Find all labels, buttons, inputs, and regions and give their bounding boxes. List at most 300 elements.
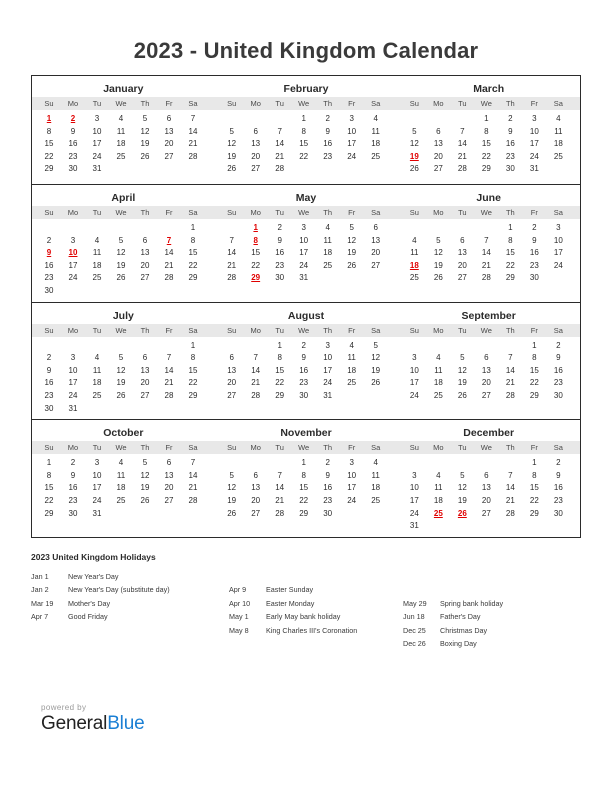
day-cell: 16 bbox=[553, 365, 563, 375]
day-cell-empty bbox=[546, 520, 570, 533]
day-cell: 31 bbox=[68, 403, 78, 413]
day-cell: 3 bbox=[325, 340, 330, 350]
weekday-header-mo: Mo bbox=[67, 208, 79, 217]
day-cell: 5 bbox=[118, 353, 124, 363]
day-cell: 7 bbox=[460, 126, 465, 136]
holiday-date: Jan 1 bbox=[31, 571, 49, 581]
day-cell: 30 bbox=[68, 164, 78, 174]
day-cell-holiday: 10 bbox=[68, 248, 78, 258]
day-cell-holiday: 8 bbox=[253, 235, 258, 245]
day-cell: 7 bbox=[277, 470, 282, 480]
day-cell: 23 bbox=[529, 260, 539, 270]
day-cell-empty bbox=[522, 520, 546, 533]
weekday-header-su: Su bbox=[44, 208, 54, 217]
day-cell: 21 bbox=[481, 260, 491, 270]
weekday-header-tu: Tu bbox=[275, 443, 284, 453]
day-cell: 3 bbox=[301, 223, 306, 232]
day-cell-empty bbox=[61, 285, 85, 298]
day-cell: 7 bbox=[229, 235, 234, 245]
day-cell: 21 bbox=[188, 483, 198, 493]
powered-by-label: powered by bbox=[41, 703, 87, 712]
day-cell: 25 bbox=[92, 273, 102, 283]
day-cell: 14 bbox=[188, 470, 198, 480]
holiday-date: Apr 10 bbox=[229, 598, 251, 608]
day-cell-empty bbox=[292, 163, 316, 176]
weekday-header-group bbox=[397, 97, 580, 110]
day-cell-holiday: 19 bbox=[409, 151, 419, 161]
day-cell: 3 bbox=[349, 458, 354, 468]
weekday-header-fr: Fr bbox=[348, 325, 356, 335]
day-cell-holiday: 18 bbox=[409, 260, 419, 270]
day-cell: 21 bbox=[227, 260, 237, 270]
weekday-header-row bbox=[32, 97, 580, 110]
day-cell: 11 bbox=[116, 470, 126, 480]
day-cell: 29 bbox=[481, 164, 491, 174]
day-cell: 16 bbox=[323, 483, 333, 493]
day-cell: 23 bbox=[275, 260, 285, 270]
day-cell: 19 bbox=[116, 378, 126, 388]
day-cell: 22 bbox=[44, 495, 54, 505]
day-cell: 15 bbox=[44, 483, 54, 493]
weekday-header-tu: Tu bbox=[275, 208, 284, 217]
day-cell: 17 bbox=[553, 248, 563, 258]
day-cell: 2 bbox=[70, 458, 76, 468]
day-cell: 26 bbox=[371, 378, 381, 388]
day-cell-empty bbox=[426, 457, 450, 470]
day-cell-empty bbox=[402, 113, 426, 126]
holiday-row bbox=[403, 624, 589, 638]
holiday-date: May 29 bbox=[403, 598, 427, 608]
quarter-row bbox=[32, 303, 580, 421]
day-cell: 14 bbox=[275, 139, 285, 149]
day-cell: 18 bbox=[371, 483, 381, 493]
day-cell: 15 bbox=[188, 248, 198, 258]
day-cell: 22 bbox=[299, 151, 309, 161]
day-cell: 18 bbox=[116, 483, 126, 493]
day-cell: 13 bbox=[481, 365, 491, 375]
day-cell: 26 bbox=[227, 164, 237, 174]
month-days-row bbox=[32, 110, 580, 184]
day-cell: 3 bbox=[70, 235, 76, 245]
day-cell: 1 bbox=[190, 223, 196, 232]
day-cell-holiday: 1 bbox=[46, 114, 52, 123]
weekday-header-we: We bbox=[115, 99, 127, 108]
day-cell: 17 bbox=[347, 139, 357, 149]
day-cell-empty bbox=[157, 285, 181, 298]
day-cell: 20 bbox=[481, 378, 491, 388]
holiday-row bbox=[31, 583, 217, 597]
weekday-header-group bbox=[397, 324, 580, 337]
day-cell: 10 bbox=[529, 126, 539, 136]
day-cell-empty bbox=[316, 272, 340, 285]
weekday-header-th: Th bbox=[140, 99, 150, 108]
day-cell: 9 bbox=[532, 235, 537, 245]
holiday-date: Jan 2 bbox=[31, 585, 49, 595]
month-grid-august bbox=[215, 340, 398, 416]
day-cell-empty bbox=[61, 222, 85, 235]
month-name-august: August bbox=[287, 309, 325, 322]
weekday-header-tu: Tu bbox=[458, 99, 467, 108]
weekday-header-th: Th bbox=[140, 443, 150, 453]
day-cell: 24 bbox=[92, 495, 102, 505]
month-name-may: May bbox=[295, 192, 317, 204]
day-cell: 4 bbox=[436, 353, 441, 363]
day-cell: 1 bbox=[190, 340, 196, 350]
day-cell-empty bbox=[37, 222, 61, 235]
day-cell: 25 bbox=[116, 495, 126, 505]
weekday-header-th: Th bbox=[323, 208, 333, 217]
day-cell-empty bbox=[220, 113, 244, 126]
day-cell: 5 bbox=[118, 235, 124, 245]
day-cell: 7 bbox=[484, 235, 489, 245]
day-cell: 22 bbox=[275, 378, 285, 388]
day-cell-empty bbox=[61, 340, 85, 353]
day-cell: 1 bbox=[532, 340, 537, 350]
day-cell: 25 bbox=[371, 495, 381, 505]
day-cell: 17 bbox=[92, 139, 102, 149]
day-cell: 2 bbox=[325, 458, 330, 468]
weekday-header-fr: Fr bbox=[530, 443, 538, 453]
day-cell: 27 bbox=[251, 508, 261, 518]
holiday-row bbox=[229, 597, 403, 611]
weekday-header-sa: Sa bbox=[188, 99, 198, 108]
day-cell-empty bbox=[133, 508, 157, 521]
day-cell: 12 bbox=[116, 248, 126, 258]
weekday-header-su: Su bbox=[227, 99, 237, 108]
weekday-header-fr: Fr bbox=[348, 99, 356, 108]
day-cell: 2 bbox=[508, 114, 513, 123]
month-name-november: November bbox=[280, 427, 332, 440]
day-cell: 28 bbox=[227, 273, 237, 283]
day-cell: 10 bbox=[68, 365, 78, 375]
day-cell: 30 bbox=[553, 390, 563, 400]
day-cell: 15 bbox=[275, 365, 285, 375]
day-cell: 5 bbox=[229, 126, 234, 136]
day-cell-empty bbox=[450, 113, 474, 126]
day-cell: 26 bbox=[227, 508, 237, 518]
day-cell: 9 bbox=[556, 470, 561, 480]
day-cell: 31 bbox=[529, 164, 539, 174]
day-cell: 7 bbox=[508, 470, 513, 480]
weekday-header-group bbox=[32, 97, 215, 110]
day-cell: 15 bbox=[481, 139, 491, 149]
month-days-row bbox=[32, 337, 580, 420]
weekday-header-mo: Mo bbox=[433, 99, 444, 108]
day-cell-empty bbox=[364, 390, 388, 403]
day-cell: 29 bbox=[275, 390, 285, 400]
day-cell: 26 bbox=[457, 390, 467, 400]
weekday-header-tu: Tu bbox=[92, 208, 102, 217]
day-cell: 20 bbox=[371, 248, 381, 258]
weekday-header-su: Su bbox=[44, 443, 54, 453]
day-cell-holiday: 7 bbox=[166, 235, 172, 245]
day-cell: 23 bbox=[44, 273, 54, 283]
day-cell: 20 bbox=[164, 483, 174, 493]
day-cell: 27 bbox=[251, 164, 261, 174]
day-cell: 6 bbox=[373, 223, 378, 232]
day-cell: 24 bbox=[347, 151, 357, 161]
weekday-header-th: Th bbox=[505, 443, 515, 453]
day-cell: 22 bbox=[299, 495, 309, 505]
day-cell: 30 bbox=[44, 285, 54, 295]
holiday-row bbox=[229, 610, 403, 624]
holiday-row bbox=[31, 570, 217, 584]
day-cell: 11 bbox=[554, 126, 563, 136]
month-name-june: June bbox=[476, 192, 501, 204]
day-cell: 24 bbox=[68, 273, 78, 283]
month-grid-june bbox=[397, 222, 580, 298]
day-cell: 24 bbox=[68, 390, 78, 400]
holiday-row bbox=[403, 610, 589, 624]
day-cell: 16 bbox=[44, 378, 54, 388]
day-cell: 4 bbox=[94, 353, 100, 363]
day-cell: 28 bbox=[481, 273, 491, 283]
day-cell: 5 bbox=[412, 126, 417, 136]
weekday-header-group bbox=[215, 97, 398, 110]
day-cell: 18 bbox=[116, 139, 126, 149]
day-cell: 14 bbox=[481, 248, 491, 258]
day-cell-empty bbox=[133, 163, 157, 176]
day-cell: 7 bbox=[190, 114, 196, 123]
weekday-header-su: Su bbox=[44, 325, 54, 335]
weekday-header-su: Su bbox=[409, 443, 419, 453]
day-cell: 29 bbox=[529, 508, 539, 518]
day-cell: 28 bbox=[188, 495, 198, 505]
day-cell-empty bbox=[426, 222, 450, 235]
day-cell: 23 bbox=[68, 495, 78, 505]
day-cell: 29 bbox=[505, 273, 515, 283]
day-cell: 19 bbox=[140, 139, 150, 149]
weekday-header-su: Su bbox=[227, 443, 237, 453]
day-cell: 27 bbox=[140, 273, 150, 283]
day-cell: 2 bbox=[556, 340, 561, 350]
holiday-name: Christmas Day bbox=[440, 625, 488, 635]
day-cell: 15 bbox=[529, 483, 539, 493]
day-cell: 18 bbox=[371, 139, 381, 149]
holiday-date: May 1 bbox=[229, 612, 249, 622]
day-cell: 6 bbox=[166, 114, 172, 123]
day-cell: 19 bbox=[347, 248, 357, 258]
day-cell: 22 bbox=[505, 260, 515, 270]
day-cell: 6 bbox=[253, 470, 258, 480]
day-cell: 11 bbox=[410, 248, 419, 258]
weekday-header-tu: Tu bbox=[275, 99, 284, 108]
day-cell: 13 bbox=[164, 470, 174, 480]
day-cell: 13 bbox=[251, 483, 261, 493]
day-cell: 30 bbox=[529, 273, 539, 283]
day-cell: 8 bbox=[190, 353, 196, 363]
day-cell: 18 bbox=[553, 139, 563, 149]
day-cell: 13 bbox=[457, 248, 467, 258]
weekday-header-sa: Sa bbox=[188, 443, 198, 453]
day-cell: 7 bbox=[253, 353, 258, 363]
day-cell: 16 bbox=[275, 248, 285, 258]
day-cell: 14 bbox=[505, 483, 515, 493]
day-cell: 21 bbox=[275, 151, 285, 161]
weekday-header-mo: Mo bbox=[67, 325, 79, 335]
day-cell: 28 bbox=[251, 390, 261, 400]
day-cell: 9 bbox=[70, 126, 76, 136]
day-cell: 26 bbox=[140, 495, 150, 505]
day-cell: 16 bbox=[44, 260, 54, 270]
month-grid-march bbox=[397, 113, 580, 180]
day-cell: 24 bbox=[92, 151, 102, 161]
day-cell-empty bbox=[364, 163, 388, 176]
holiday-name: Easter Monday bbox=[266, 598, 315, 608]
weekday-header-group bbox=[397, 206, 580, 219]
day-cell-empty bbox=[402, 340, 426, 353]
month-name-row bbox=[32, 420, 580, 441]
day-cell: 19 bbox=[433, 260, 443, 270]
month-grid-may bbox=[215, 222, 398, 298]
day-cell: 19 bbox=[116, 260, 126, 270]
day-cell: 11 bbox=[92, 248, 102, 258]
day-cell-empty bbox=[402, 222, 426, 235]
day-cell: 30 bbox=[44, 403, 54, 413]
logo-general-text: General bbox=[41, 713, 108, 734]
day-cell: 23 bbox=[553, 495, 563, 505]
day-cell: 8 bbox=[190, 235, 196, 245]
weekday-header-sa: Sa bbox=[371, 99, 381, 108]
day-cell: 25 bbox=[347, 378, 357, 388]
day-cell-empty bbox=[157, 163, 181, 176]
day-cell: 25 bbox=[371, 151, 381, 161]
day-cell: 28 bbox=[505, 508, 515, 518]
day-cell: 30 bbox=[275, 273, 285, 283]
day-cell: 28 bbox=[275, 508, 285, 518]
day-cell: 10 bbox=[92, 470, 102, 480]
day-cell: 8 bbox=[46, 126, 52, 136]
day-cell-empty bbox=[426, 340, 450, 353]
day-cell: 27 bbox=[140, 390, 150, 400]
day-cell: 1 bbox=[532, 458, 537, 468]
day-cell: 9 bbox=[508, 126, 513, 136]
day-cell-holiday: 25 bbox=[433, 508, 443, 518]
weekday-header-sa: Sa bbox=[371, 325, 381, 335]
holiday-date: Apr 9 bbox=[229, 585, 247, 595]
weekday-header-sa: Sa bbox=[371, 208, 381, 217]
weekday-header-su: Su bbox=[227, 325, 237, 335]
day-cell: 3 bbox=[412, 470, 417, 480]
day-cell: 2 bbox=[277, 223, 282, 232]
day-cell: 24 bbox=[323, 378, 333, 388]
day-cell: 6 bbox=[229, 353, 234, 363]
day-cell: 9 bbox=[556, 353, 561, 363]
weekday-header-fr: Fr bbox=[530, 99, 538, 108]
holiday-date: Apr 7 bbox=[31, 612, 49, 622]
day-cell: 15 bbox=[299, 483, 309, 493]
month-name-february: February bbox=[283, 83, 329, 95]
day-cell: 24 bbox=[299, 260, 309, 270]
day-cell: 6 bbox=[253, 126, 258, 136]
day-cell: 4 bbox=[325, 223, 330, 232]
day-cell: 3 bbox=[556, 223, 561, 232]
holiday-name: Spring bank holiday bbox=[440, 598, 504, 608]
day-cell: 10 bbox=[347, 126, 357, 136]
day-cell: 12 bbox=[140, 126, 150, 136]
day-cell: 27 bbox=[227, 390, 237, 400]
generalblue-logo bbox=[41, 713, 144, 735]
day-cell: 24 bbox=[409, 508, 419, 518]
day-cell: 16 bbox=[299, 365, 309, 375]
holiday-name: New Year's Day bbox=[68, 571, 119, 581]
day-cell: 2 bbox=[556, 458, 561, 468]
day-cell: 17 bbox=[92, 483, 102, 493]
day-cell: 25 bbox=[116, 151, 126, 161]
weekday-header-group bbox=[215, 206, 398, 219]
day-cell-empty bbox=[450, 222, 474, 235]
day-cell: 8 bbox=[301, 126, 306, 136]
holiday-name: Father's Day bbox=[440, 612, 481, 622]
day-cell: 25 bbox=[323, 260, 333, 270]
holiday-column bbox=[31, 570, 217, 651]
day-cell: 22 bbox=[251, 260, 261, 270]
day-cell-empty bbox=[450, 520, 474, 533]
weekday-header-fr: Fr bbox=[348, 208, 356, 217]
day-cell-empty bbox=[244, 113, 268, 126]
day-cell: 4 bbox=[556, 114, 561, 123]
day-cell: 23 bbox=[553, 378, 563, 388]
month-grid-december bbox=[397, 457, 580, 533]
day-cell: 3 bbox=[94, 114, 100, 123]
day-cell: 1 bbox=[484, 114, 489, 123]
day-cell: 17 bbox=[529, 139, 539, 149]
day-cell: 11 bbox=[347, 353, 356, 363]
weekday-header-fr: Fr bbox=[530, 325, 538, 335]
day-cell: 29 bbox=[44, 164, 54, 174]
day-cell: 28 bbox=[188, 151, 198, 161]
day-cell: 29 bbox=[299, 508, 309, 518]
day-cell: 22 bbox=[529, 495, 539, 505]
day-cell: 6 bbox=[484, 353, 489, 363]
day-cell: 13 bbox=[481, 483, 491, 493]
day-cell: 29 bbox=[188, 273, 198, 283]
holiday-date: Jun 18 bbox=[403, 612, 425, 622]
day-cell: 19 bbox=[457, 495, 467, 505]
day-cell: 21 bbox=[457, 151, 467, 161]
day-cell: 4 bbox=[118, 458, 124, 468]
day-cell: 25 bbox=[92, 390, 102, 400]
day-cell: 20 bbox=[251, 151, 261, 161]
weekday-header-th: Th bbox=[140, 325, 150, 335]
day-cell-empty bbox=[157, 340, 181, 353]
day-cell: 12 bbox=[433, 248, 443, 258]
day-cell: 10 bbox=[409, 483, 419, 493]
weekday-header-row bbox=[32, 324, 580, 337]
day-cell: 4 bbox=[412, 235, 417, 245]
weekday-header-su: Su bbox=[227, 208, 237, 217]
day-cell-empty bbox=[133, 340, 157, 353]
day-cell-empty bbox=[133, 403, 157, 416]
weekday-header-mo: Mo bbox=[433, 443, 444, 453]
day-cell-empty bbox=[340, 272, 364, 285]
day-cell: 25 bbox=[553, 151, 563, 161]
day-cell-empty bbox=[181, 285, 205, 298]
weekday-header-tu: Tu bbox=[458, 443, 467, 453]
day-cell: 29 bbox=[188, 390, 198, 400]
month-name-row bbox=[32, 185, 580, 206]
day-cell: 8 bbox=[508, 235, 513, 245]
holiday-date: Dec 26 bbox=[403, 639, 426, 649]
holiday-row bbox=[31, 597, 217, 611]
day-cell: 13 bbox=[140, 365, 150, 375]
weekday-header-mo: Mo bbox=[433, 208, 444, 217]
weekday-header-we: We bbox=[298, 325, 310, 335]
day-cell: 15 bbox=[505, 248, 515, 258]
weekday-header-su: Su bbox=[44, 99, 54, 108]
day-cell: 11 bbox=[92, 365, 102, 375]
weekday-header-th: Th bbox=[140, 208, 150, 217]
